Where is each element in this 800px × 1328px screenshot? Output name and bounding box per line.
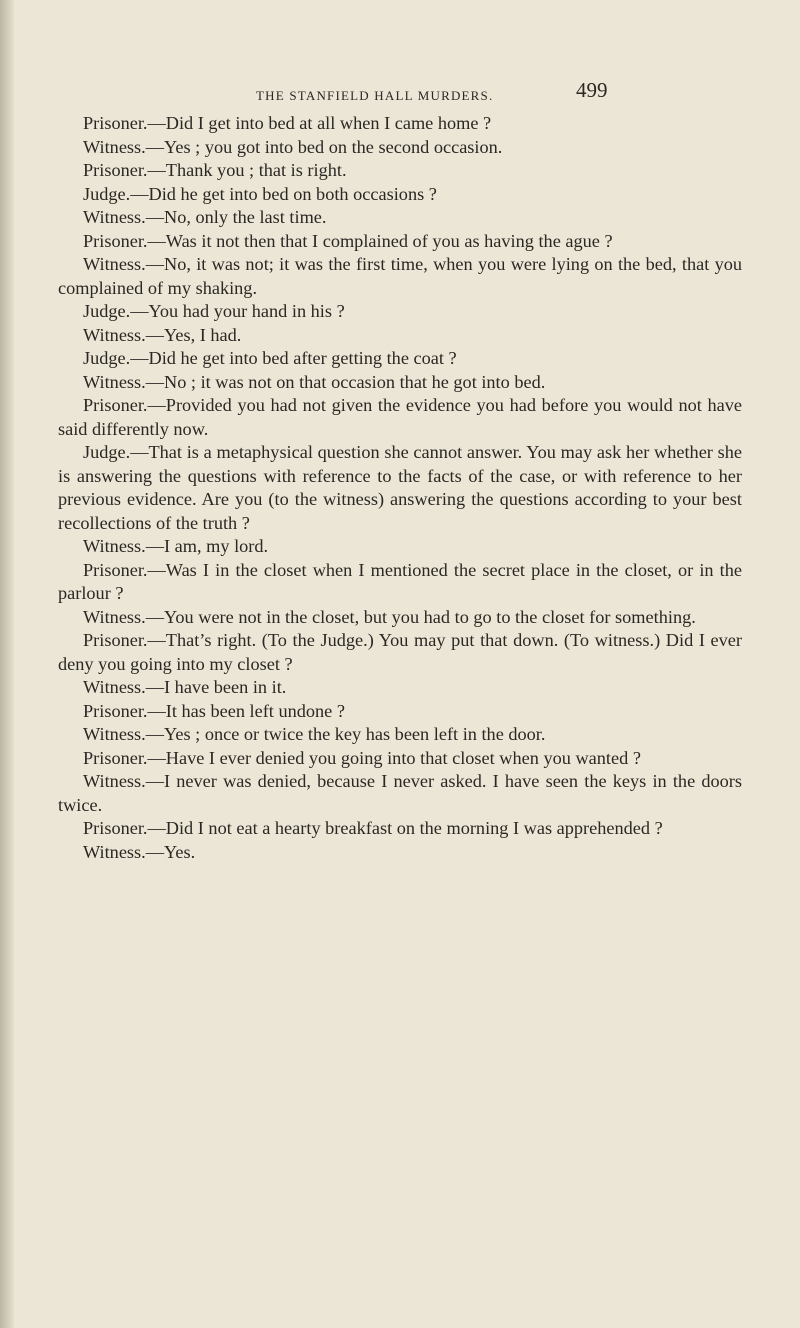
transcript-paragraph: Witness.—You were not in the closet, but you had to go to the closet for something. <box>83 606 696 627</box>
page-number: 499 <box>576 78 608 102</box>
transcript-paragraph: Witness.—Yes ; you got into bed on the second occasion. <box>83 136 503 157</box>
transcript-paragraph: Witness.—No, only the last time. <box>83 207 327 227</box>
transcript-paragraph: Witness.—Yes ; once or twice the key has been left in the door. <box>83 724 546 744</box>
transcript-paragraph: Witness.—I have been in it. <box>83 677 287 697</box>
transcript-paragraph: Judge.—You had your hand in his ? <box>83 301 345 321</box>
transcript-paragraph: Prisoner.—Thank you ; that is right. <box>83 160 347 180</box>
running-head: THE STANFIELD HALL MURDERS. <box>256 88 494 103</box>
transcript-paragraph: Judge.—Did he get into bed after getting the coat ? <box>83 348 457 368</box>
transcript-paragraph: Prisoner.—Provided you had not given the evidence you had before you would not have said differently now. <box>58 395 742 439</box>
transcript-paragraph: Witness.—Yes. <box>83 841 196 862</box>
transcript-body <box>58 112 742 864</box>
transcript-paragraph: Witness.—Yes, I had. <box>83 324 242 345</box>
page-edge-shadow <box>0 0 14 1328</box>
transcript-paragraph: Prisoner.—Was I in the closet when I mentioned the secret place in the closet, or in the parlour ? <box>58 559 742 603</box>
transcript-paragraph: Prisoner.—Did I not eat a hearty breakfast on the morning I was apprehended ? <box>83 818 663 838</box>
transcript-paragraph: Witness.—No, it was not; it was the first time, when you were lying on the bed, that you complained of my shaking. <box>58 254 742 298</box>
transcript-paragraph: Witness.—I am, my lord. <box>83 536 269 556</box>
transcript-paragraph: Judge.—That is a metaphysical question she cannot answer. You may ask her whether she is answering the questions with reference to the facts of the case, or with reference to her previous evidence. Are you (to the witness) answering the questions according to your best recollections of the truth ? <box>58 442 742 533</box>
transcript-paragraph: Witness.—I never was denied, because I never asked. I have seen the keys in the doors twice. <box>58 771 742 815</box>
page-header <box>0 78 800 108</box>
transcript-paragraph: Prisoner.—That’s right. (To the Judge.) You may put that down. (To witness.) Did I ever deny you going into my closet ? <box>58 630 742 674</box>
transcript-paragraph: Witness.—No ; it was not on that occasion that he got into bed. <box>83 371 546 392</box>
transcript-paragraph: Judge.—Did he get into bed on both occasions ? <box>83 183 437 204</box>
transcript-paragraph: Prisoner.—Did I get into bed at all when I came home ? <box>83 113 492 133</box>
transcript-paragraph: Prisoner.—Was it not then that I complained of you as having the ague ? <box>83 230 613 251</box>
transcript-paragraph: Prisoner.—It has been left undone ? <box>83 700 345 721</box>
transcript-paragraph: Prisoner.—Have I ever denied you going into that closet when you wanted ? <box>83 747 641 768</box>
